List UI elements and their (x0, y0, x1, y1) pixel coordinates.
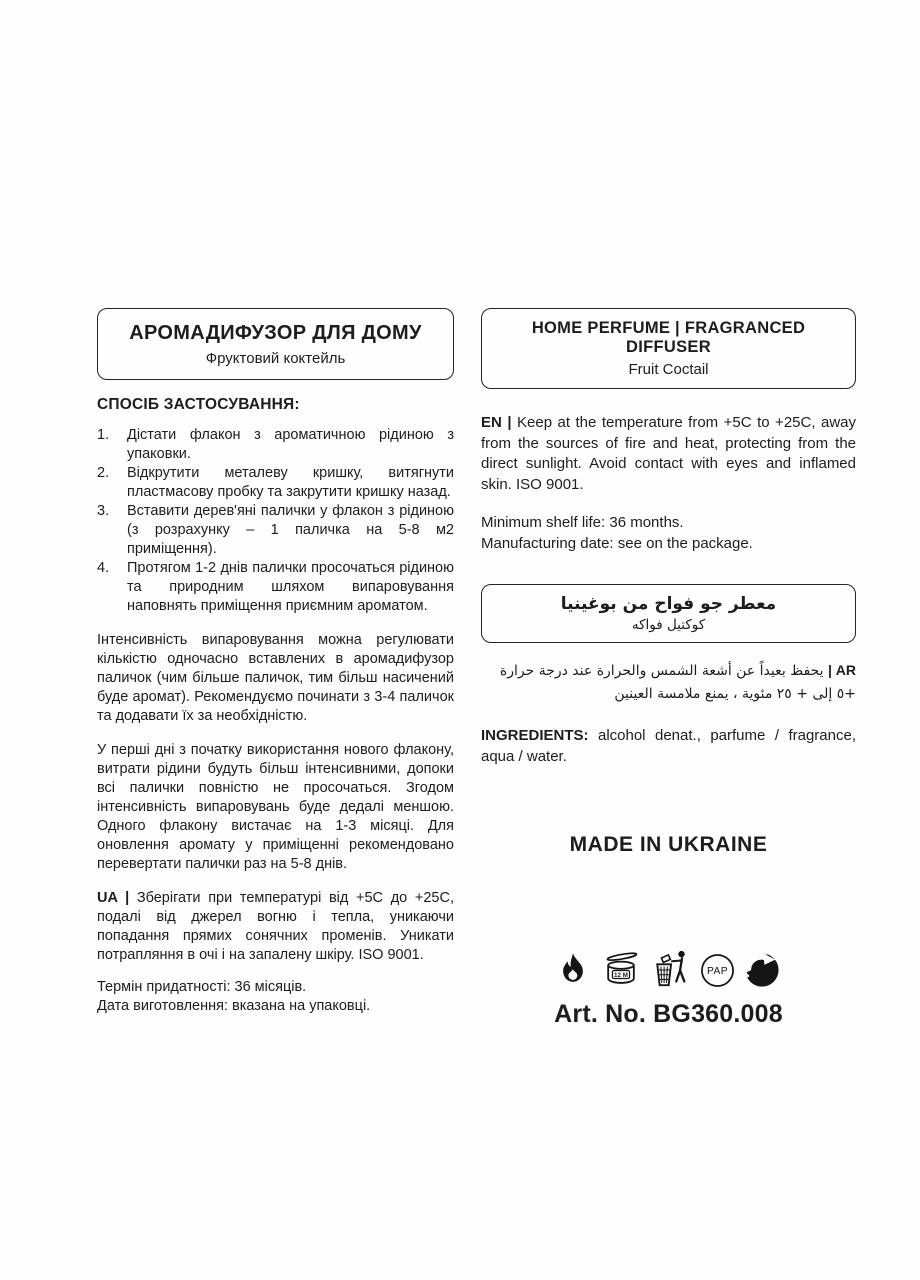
ua-language-label: UA | (97, 890, 130, 906)
en-shelf-life-line: Minimum shelf life: 36 months. (481, 514, 684, 531)
step-text: Відкрутити металеву кришку, витягнути пластмасову пробку та закрутити кришку назад. (127, 465, 454, 500)
ua-storage-paragraph (97, 889, 454, 965)
tidy-man-icon (653, 949, 691, 991)
product-subtitle-ar: كوكتيل فواكه (631, 617, 706, 633)
flammable-icon (557, 952, 589, 989)
product-title-box-ua (97, 308, 454, 380)
product-title-ua: АРОМАДИФУЗОР ДЛЯ ДОМУ (129, 322, 422, 344)
en-storage-paragraph (481, 413, 856, 495)
ukrainian-column (97, 308, 454, 1016)
product-title-box-en (481, 308, 856, 389)
ingredients-text: alcohol denat., parfume / fragrance, aqua / water. (481, 727, 856, 765)
article-number: Art. No. BG360.008 (554, 1000, 783, 1028)
ua-storage-text: Зберігати при температурі від +5C до +25C, подалі від джерел вогню і тепла, уникаючи попадання прямих сонячних променів. Уникати потрапляння в очі і на запалену шкіру. ISO 9001. (97, 890, 454, 963)
en-mfg-date-line: Manufacturing date: see on the package. (481, 534, 753, 552)
step-text: Дістати флакон з ароматичною рідиною з упаковки. (127, 427, 454, 462)
ar-storage-text: يحفظ بعيداً عن أشعة الشمس والحرارة عند درجة حرارة +٥ إلى + ٢٥ مئوية ، يمنع ملامسة العينين (499, 663, 856, 702)
en-storage-text: Keep at the temperature from +5C to +25C, away from the sources of fire and heat, protecting from the direct sunlight. Avoid contact with eyes and inflamed skin. ISO 9001. (481, 414, 857, 493)
en-shelf-block (481, 513, 856, 554)
first-days-paragraph: У перші дні з початку використання нового флакону, витрати рідини будуть більш інтенсивними, допоки всі палички повністю не просочаться. Згодом інтенсивність випаровувань буде дедалі меншою. Одного флакону вистачає на 1-3 місяці. Для оновлення аромату у приміщенні рекомендовано перевертати палички раз на 5-8 днів. (97, 742, 454, 872)
product-title-ar: معطر جو فواح من بوغينيا (560, 594, 777, 614)
jar-12m-label: 12 M (614, 971, 628, 979)
product-subtitle-ua: Фруктовий коктейль (205, 350, 346, 367)
ua-shelf-life-line: Термін придатності: 36 місяців. (97, 979, 307, 995)
step-number: 4. (97, 560, 110, 576)
step-item (97, 559, 454, 616)
intensity-paragraph: Інтенсивність випаровування можна регулювати кількістю одночасно вставлених в аромадифузор паличок (чим більше паличок, тим більш насичений буде аромат). Рекомендуємо починати з 3-4 паличок та додавати їх за необхідністю. (97, 632, 454, 724)
step-number: 1. (97, 427, 110, 443)
step-item (97, 464, 454, 502)
safety-icons-row (481, 949, 856, 991)
ingredients-label: INGREDIENTS: (481, 727, 589, 744)
ingredients-paragraph (481, 726, 856, 767)
usage-heading: СПОСІБ ЗАСТОСУВАННЯ: (97, 396, 300, 413)
product-subtitle-en: Fruit Coctail (628, 361, 709, 378)
ar-storage-paragraph (481, 659, 856, 706)
period-after-opening-12m-icon (598, 951, 644, 989)
ar-language-label: AR | (827, 662, 856, 678)
pap-recycling-icon (700, 953, 735, 988)
step-item (97, 502, 454, 559)
green-dot-recycle-icon (744, 952, 780, 988)
ua-shelf-block (97, 978, 454, 1016)
step-text: Вставити дерев'яні палички у флакон з рідиною (з розрахунку – 1 паличка на 5-8 м2 приміщення). (127, 503, 454, 557)
product-title-box-ar (481, 584, 856, 643)
step-number: 3. (97, 503, 110, 519)
ua-mfg-date-line: Дата виготовлення: вказана на упаковці. (97, 998, 371, 1014)
step-item (97, 426, 454, 464)
step-number: 2. (97, 465, 110, 481)
english-arabic-column (481, 308, 856, 1029)
pap-label: PAP (706, 965, 729, 977)
product-title-en: HOME PERFUME | FRAGRANCED DIFFUSER (531, 319, 806, 356)
step-text: Протягом 1-2 днів палички просочаться рідиною та природним шляхом випаровування наповнять приміщення приємним ароматом. (127, 560, 454, 614)
usage-steps (97, 426, 454, 616)
en-language-label: EN | (481, 414, 512, 431)
made-in-ukraine-heading: MADE IN UKRAINE (569, 833, 768, 856)
